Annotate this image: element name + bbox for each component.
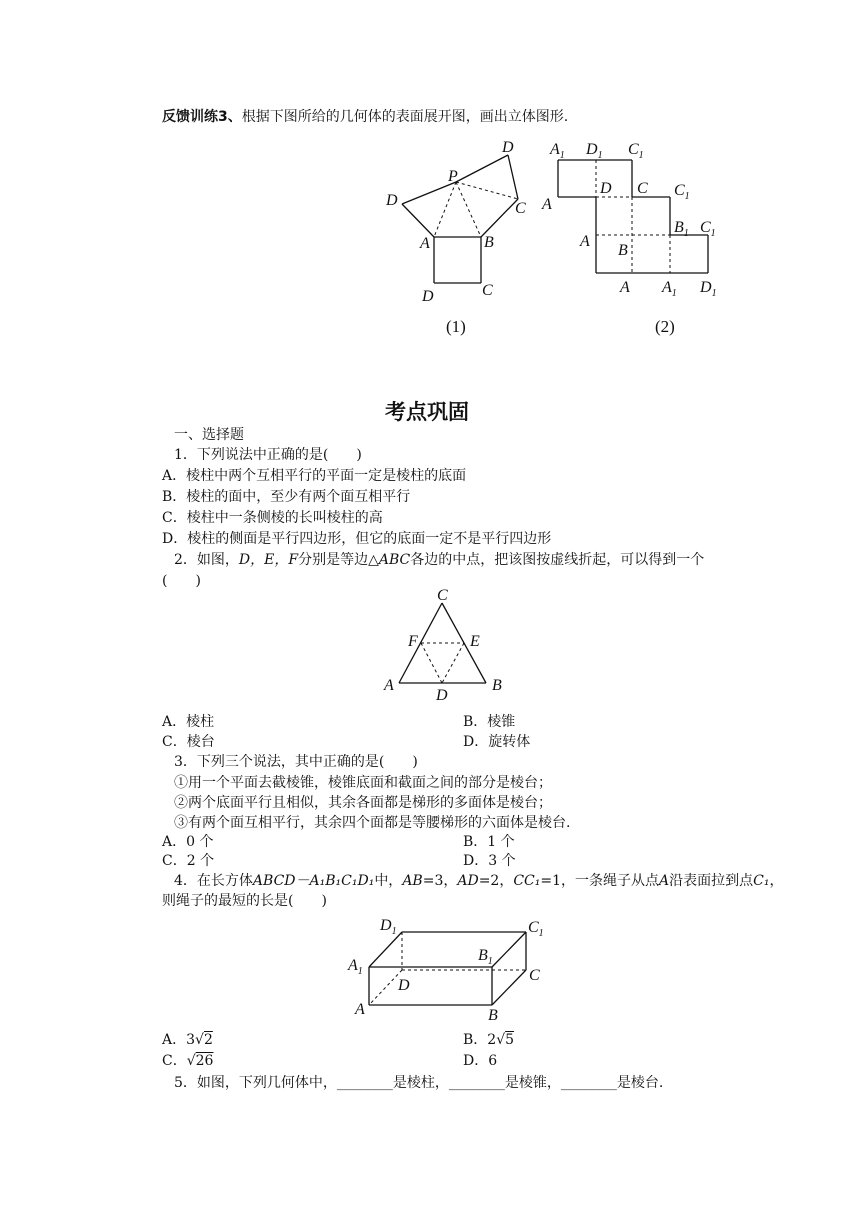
feedback-line: [162, 107, 568, 127]
q1-stem: 1．下列说法中正确的是( ): [174, 447, 362, 463]
fig1-label-D-top: D: [502, 139, 514, 156]
fig2-label-A-left: A: [542, 196, 552, 213]
q2-option-a: A．棱柱: [162, 714, 215, 730]
q4-option-b-coef: B．2: [463, 1032, 497, 1048]
q4-option-c-radicand: 26: [195, 1053, 214, 1069]
q1-option-a: A．棱柱中两个互相平行的平面一定是棱柱的底面: [162, 468, 467, 484]
q1-option-d: D．棱柱的侧面是平行四边形，但它的底面一定不是平行四边形: [162, 531, 552, 547]
q4-option-b: B．2√5: [463, 1032, 515, 1048]
fig1-label-D-left: D: [386, 192, 398, 209]
q3-option-d: D．3 个: [463, 853, 516, 869]
fig2-label-B1: $B_1$: [674, 219, 689, 239]
feedback-text: 根据下图所给的几何体的表面展开图，画出立体图形.: [241, 109, 569, 125]
q3-statement-3: ③有两个面互相平行，其余四个面都是等腰梯形的六面体是棱台.: [174, 815, 571, 831]
q3-option-c: C．2 个: [162, 853, 215, 869]
q4-option-c-prefix: C．: [162, 1053, 187, 1069]
q2-stem: [174, 550, 704, 570]
q4-stem-pc: C₁: [753, 873, 770, 889]
figure-2-caption: (2): [655, 317, 675, 336]
q4-stem-box: ABCD－A₁B₁C₁D₁: [252, 873, 375, 889]
fig1-label-A: A: [420, 235, 430, 252]
feedback-title: 反馈训练3、: [162, 109, 242, 125]
q1-option-b: B．棱柱的面中，至少有两个面互相平行: [162, 489, 411, 505]
fig1-label-P: P: [448, 168, 458, 185]
fig2-label-C1-top: $C_1$: [628, 141, 644, 161]
fig2-label-D1-top: $D_1$: [586, 141, 603, 161]
q3-stem: 3．下列三个说法，其中正确的是( ): [174, 754, 418, 770]
q4-stem-part: =1，一条绳子从点: [540, 873, 660, 889]
fig2-label-D1-bottom: $D_1$: [700, 279, 717, 299]
fig2-label-A-bottom: A: [620, 279, 630, 296]
fig2-label-C-mid: C: [637, 180, 648, 197]
q2-stem-abc: ABC: [378, 552, 411, 568]
fig1-label-D-bottom: D: [422, 288, 434, 305]
q2-option-c: C．棱台: [162, 734, 215, 750]
q4-option-a-coef: A．3: [162, 1032, 196, 1048]
q4-stem-pa: A: [659, 873, 670, 889]
tri-label-B: B: [492, 677, 502, 694]
q5-stem: 5．如图，下列几何体中，________是棱柱，________是棱锥，________是棱台.: [174, 1075, 664, 1091]
cuboid-label-B1: $B_1$: [478, 947, 493, 967]
q2-stem-vars: D，E，F: [238, 552, 299, 568]
fig2-label-C1-mid: $C_1$: [674, 182, 690, 202]
q3-option-b: B．1 个: [463, 834, 515, 850]
q2-stem-part: 2．如图，: [174, 552, 239, 568]
tri-label-E: E: [470, 633, 480, 650]
cuboid-label-B: B: [488, 1007, 498, 1020]
fig2-label-A1-bottom: $A_1$: [662, 279, 677, 299]
q4-option-a: A．3√2: [162, 1032, 213, 1048]
triangle-figure: [380, 586, 510, 701]
figure-1-caption: (1): [446, 317, 466, 336]
fig2-label-D-mid: D: [600, 180, 612, 197]
q3-option-a: A．0 个: [162, 834, 214, 850]
fig1-label-C-bottom: C: [482, 282, 493, 299]
fig1-label-C-right: C: [515, 200, 526, 217]
cuboid-label-A: A: [355, 1001, 365, 1018]
q3-statement-1: ①用一个平面去截棱锥，棱锥底面和截面之间的部分是棱台；: [174, 775, 552, 791]
q4-stem-part: 4．在长方体: [174, 873, 253, 889]
q4-stem-part: =2，: [478, 873, 514, 889]
q2-stem-part: 分别是等边△: [298, 552, 379, 568]
q2-stem-line2: ( ): [162, 573, 201, 589]
prism-net-figure: [536, 135, 736, 305]
tri-label-D: D: [436, 687, 448, 701]
q4-stem-line2: 则绳子的最短的长是( ): [162, 893, 327, 909]
cuboid-figure: [340, 910, 560, 1020]
q1-option-c: C．棱柱中一条侧棱的长叫棱柱的高: [162, 510, 383, 526]
cuboid-label-C1: $C_1$: [528, 919, 544, 939]
q3-statement-2: ②两个底面平行且相似，其余各面都是梯形的多面体是棱台；: [174, 795, 552, 811]
fig2-label-B: B: [618, 242, 628, 259]
q2-option-d: D．旋转体: [463, 734, 531, 750]
fig2-label-C1-right: $C_1$: [700, 219, 716, 239]
q4-stem-ab: AB: [402, 873, 423, 889]
fig2-label-A-mid: A: [580, 233, 590, 250]
q4-stem-part: 沿表面拉到点: [669, 873, 754, 889]
q4-stem-part: =3，: [422, 873, 458, 889]
fig1-label-B: B: [484, 234, 494, 251]
q4-stem-cc: CC₁: [513, 873, 541, 889]
section-title: 考点巩固: [385, 400, 469, 424]
q4-option-c: C．√26: [162, 1053, 214, 1069]
tri-label-C: C: [437, 587, 448, 604]
fig2-label-A1-top: $A_1$: [550, 141, 565, 161]
section-part: 一、选择题: [174, 427, 244, 443]
cuboid-label-C: C: [529, 967, 540, 984]
q4-stem-part: ，: [769, 873, 784, 889]
q4-stem: [174, 871, 783, 891]
pyramid-net-figure: [380, 135, 550, 305]
cuboid-label-D: D: [398, 977, 410, 994]
q4-option-d: D．6: [463, 1053, 498, 1069]
tri-label-A: A: [384, 677, 394, 694]
q4-stem-part: 中，: [374, 873, 403, 889]
q4-option-a-radicand: 2: [203, 1032, 213, 1048]
q4-option-b-radicand: 5: [505, 1032, 515, 1048]
tri-label-F: F: [408, 633, 418, 650]
q4-stem-ad: AD: [457, 873, 479, 889]
q2-stem-part: 各边的中点，把该图按虚线折起，可以得到一个: [410, 552, 705, 568]
cuboid-label-D1: $D_1$: [380, 917, 397, 937]
q2-option-b: B．棱锥: [463, 714, 516, 730]
cuboid-label-A1: $A_1$: [348, 957, 363, 977]
